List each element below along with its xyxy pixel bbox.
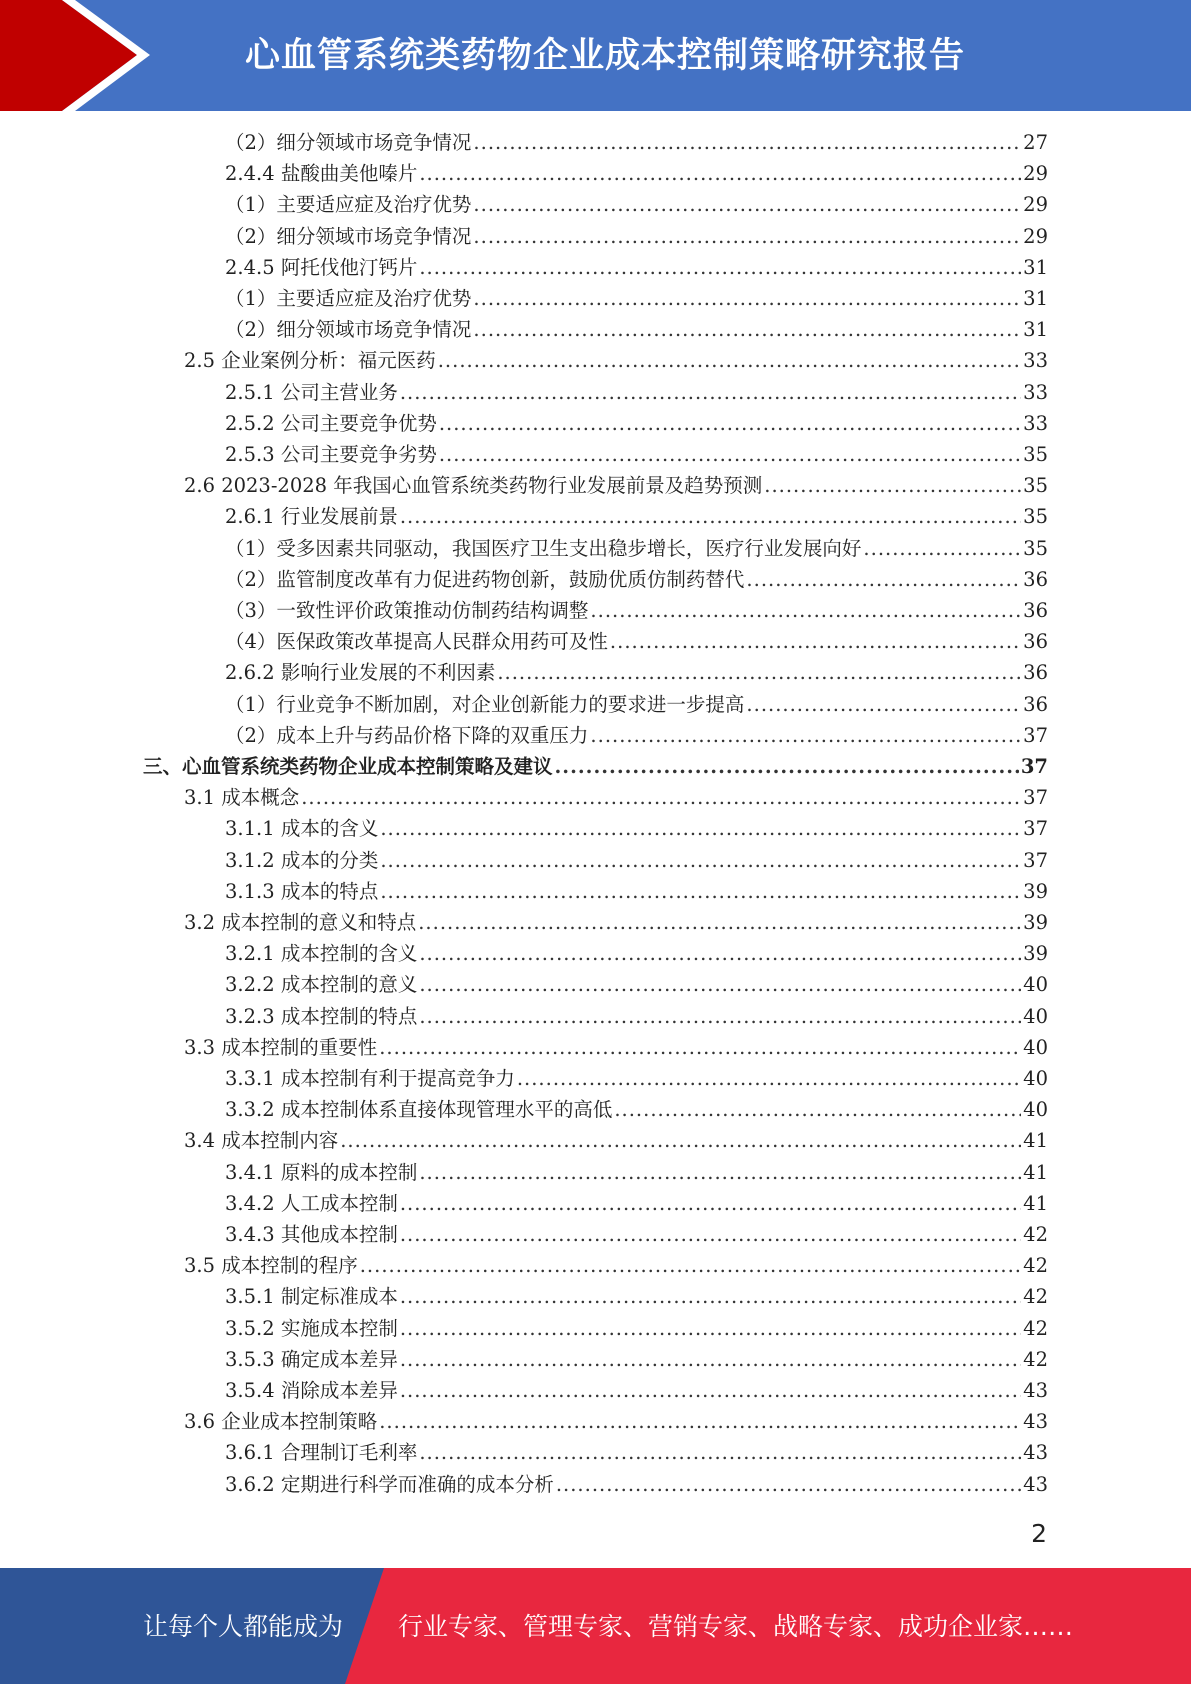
toc-entry[interactable] [184,1250,1048,1281]
toc-entry-title: 3.6 企业成本控制策略 [184,1410,378,1433]
toc-dot-leader [439,408,1021,439]
toc-dot-leader [556,1469,1021,1500]
toc-entry-title: 3.3 成本控制的重要性 [184,1036,378,1059]
toc-entry[interactable] [225,845,1048,876]
toc-entry-page: 36 [1023,630,1048,653]
toc-entry-title: （4）医保政策改革提高人民群众用药可及性 [225,630,608,653]
toc-entry-page: 40 [1023,973,1048,996]
toc-entry-title: 三、心血管系统类药物企业成本控制策略及建议 [143,755,553,778]
toc-entry[interactable] [225,1469,1048,1500]
toc-entry-page: 42 [1023,1223,1048,1246]
toc-entry-page: 43 [1023,1441,1048,1464]
header-chevron-icon [0,0,160,111]
toc-entry-title: 2.5.2 公司主要竞争优势 [225,412,437,435]
toc-entry[interactable] [225,127,1048,158]
footer-slogan-right: 行业专家、管理专家、营销专家、战略专家、成功企业家…… [398,1612,1074,1641]
toc-entry-title: 3.5.1 制定标准成本 [225,1285,398,1308]
toc-dot-leader [400,1219,1021,1250]
toc-entry[interactable] [225,938,1048,969]
toc-entry-page: 29 [1023,225,1048,248]
toc-entry-title: 2.4.5 阿托伐他汀钙片 [225,256,418,279]
toc-entry[interactable] [184,782,1048,813]
toc-entry[interactable] [225,439,1048,470]
toc-dot-leader [380,813,1021,844]
toc-dot-leader [379,1406,1021,1437]
toc-entry-title: （2）细分领域市场竞争情况 [225,318,472,341]
toc-dot-leader [517,1063,1021,1094]
toc-entry-page: 36 [1023,661,1048,684]
toc-entry[interactable] [225,813,1048,844]
toc-entry[interactable] [225,1094,1048,1125]
toc-entry[interactable] [225,501,1048,532]
toc-entry[interactable] [225,189,1048,220]
toc-dot-leader [614,1094,1021,1125]
report-title: 心血管系统类药物企业成本控制策略研究报告 [245,36,966,76]
toc-entry-page: 33 [1023,412,1048,435]
toc-entry[interactable] [225,533,1048,564]
toc-dot-leader [419,158,1021,189]
toc-entry[interactable] [225,1063,1048,1094]
toc-entry[interactable] [225,283,1048,314]
toc-entry-title: 2.6.1 行业发展前景 [225,505,398,528]
toc-entry-page: 42 [1023,1254,1048,1277]
toc-entry-title: 3.6.1 合理制订毛利率 [225,1441,418,1464]
toc-entry[interactable] [225,1281,1048,1312]
toc-entry-page: 33 [1023,381,1048,404]
toc-dot-leader [746,689,1021,720]
toc-entry[interactable] [225,595,1048,626]
toc-entry-title: 3.4 成本控制内容 [184,1129,339,1152]
toc-entry[interactable] [225,314,1048,345]
toc-entry-page: 41 [1023,1161,1048,1184]
toc-dot-leader [764,470,1021,501]
toc-entry-page: 36 [1023,693,1048,716]
toc-entry[interactable] [225,252,1048,283]
toc-entry-title: 3.2 成本控制的意义和特点 [184,911,417,934]
footer-slogan-left: 让每个人都能成为 [143,1612,344,1641]
toc-entry-page: 42 [1023,1348,1048,1371]
toc-entry-page: 39 [1023,911,1048,934]
toc-dot-leader [400,1188,1021,1219]
toc-entry-title: 3.4.3 其他成本控制 [225,1223,398,1246]
toc-entry[interactable] [225,1344,1048,1375]
toc-entry-title: 3.3.1 成本控制有利于提高竞争力 [225,1067,515,1090]
toc-entry-page: 37 [1023,786,1048,809]
toc-dot-leader [360,1250,1021,1281]
toc-entry-page: 42 [1023,1285,1048,1308]
toc-dot-leader [340,1125,1021,1156]
toc-entry-page: 31 [1023,256,1048,279]
toc-entry[interactable] [184,345,1048,376]
toc-entry[interactable] [225,720,1048,751]
toc-dot-leader [380,845,1021,876]
toc-entry[interactable] [225,158,1048,189]
toc-entry-page: 40 [1023,1036,1048,1059]
toc-dot-leader [473,189,1021,220]
toc-entry-title: 3.2.1 成本控制的含义 [225,942,418,965]
toc-entry-title: （2）细分领域市场竞争情况 [225,225,472,248]
toc-entry-page: 37 [1023,817,1048,840]
toc-entry-page: 35 [1023,474,1048,497]
toc-entry-title: 3.1 成本概念 [184,786,300,809]
toc-entry-title: （1）行业竞争不断加剧，对企业创新能力的要求进一步提高 [225,693,745,716]
toc-entry[interactable] [225,689,1048,720]
toc-entry-title: （1）受多因素共同驱动，我国医疗卫生支出稳步增长，医疗行业发展向好 [225,537,862,560]
toc-entry[interactable] [225,221,1048,252]
toc-entry-title: （1）主要适应症及治疗优势 [225,193,472,216]
toc-dot-leader [473,127,1021,158]
toc-entry-title: 3.3.2 成本控制体系直接体现管理水平的高低 [225,1098,613,1121]
toc-dot-leader [380,876,1021,907]
toc-entry[interactable] [225,1437,1048,1468]
toc-dot-leader [400,1375,1021,1406]
toc-entry-title: （1）主要适应症及治疗优势 [225,287,472,310]
toc-entry-page: 40 [1023,1067,1048,1090]
toc-entry-title: 3.2.3 成本控制的特点 [225,1005,418,1028]
toc-entry[interactable] [225,657,1048,688]
toc-dot-leader [400,1281,1021,1312]
toc-entry-title: 3.1.3 成本的特点 [225,880,379,903]
toc-dot-leader [610,626,1021,657]
toc-entry[interactable] [225,876,1048,907]
toc-dot-leader [863,533,1021,564]
toc-entry-title: 3.1.1 成本的含义 [225,817,379,840]
toc-entry-title: 3.1.2 成本的分类 [225,849,379,872]
toc-entry[interactable] [225,626,1048,657]
toc-entry-title: （2）监管制度改革有力促进药物创新，鼓励优质仿制药替代 [225,568,745,591]
page-footer [0,1568,1191,1684]
toc-entry-title: （2）细分领域市场竞争情况 [225,131,472,154]
toc-entry-title: 3.4.2 人工成本控制 [225,1192,398,1215]
toc-entry-title: （2）成本上升与药品价格下降的双重压力 [225,724,589,747]
toc-entry-page: 29 [1023,193,1048,216]
toc-entry-title: 3.6.2 定期进行科学而准确的成本分析 [225,1473,554,1496]
toc-dot-leader [400,501,1021,532]
toc-dot-leader [497,657,1021,688]
toc-entry-page: 40 [1023,1005,1048,1028]
toc-entry-page: 39 [1023,880,1048,903]
page-number: 2 [1031,1519,1047,1548]
toc-entry-page: 35 [1023,443,1048,466]
toc-entry[interactable] [225,1188,1048,1219]
toc-dot-leader [473,314,1021,345]
toc-entry-page: 31 [1023,318,1048,341]
toc-entry-title: （3）一致性评价政策推动仿制药结构调整 [225,599,589,622]
toc-entry-page: 43 [1023,1473,1048,1496]
toc-dot-leader [400,1344,1021,1375]
toc-entry-title: 3.2.2 成本控制的意义 [225,973,418,996]
toc-entry-title: 2.5.1 公司主营业务 [225,381,398,404]
toc-dot-leader [418,907,1021,938]
toc-entry[interactable] [184,1406,1048,1437]
toc-entry-page: 37 [1023,724,1048,747]
toc-dot-leader [555,751,1019,782]
toc-entry-title: 2.5 企业案例分析：福元医药 [184,349,436,372]
toc-dot-leader [590,720,1021,751]
toc-entry-page: 41 [1023,1129,1048,1152]
toc-entry-title: 3.5 成本控制的程序 [184,1254,358,1277]
toc-dot-leader [439,439,1021,470]
toc-entry-page: 36 [1023,568,1048,591]
toc-entry-page: 39 [1023,942,1048,965]
toc-dot-leader [590,595,1021,626]
toc-dot-leader [419,938,1021,969]
toc-entry-title: 2.6.2 影响行业发展的不利因素 [225,661,496,684]
toc-dot-leader [419,969,1021,1000]
toc-dot-leader [473,221,1021,252]
toc-dot-leader [379,1032,1021,1063]
toc-entry-title: 3.5.3 确定成本差异 [225,1348,398,1371]
toc-entry-title: 2.5.3 公司主要竞争劣势 [225,443,437,466]
toc-entry-page: 36 [1023,599,1048,622]
toc-entry-page: 29 [1023,162,1048,185]
toc-dot-leader [419,1437,1021,1468]
toc-entry-title: 2.6 2023-2028 年我国心血管系统类药物行业发展前景及趋势预测 [184,474,763,497]
toc-entry-page: 37 [1020,755,1048,778]
toc-entry-title: 3.5.2 实施成本控制 [225,1317,398,1340]
toc-entry[interactable] [143,751,1048,782]
toc-entry[interactable] [225,1375,1048,1406]
toc-entry[interactable] [184,1032,1048,1063]
toc-dot-leader [301,782,1021,813]
toc-entry[interactable] [225,564,1048,595]
toc-dot-leader [419,1157,1021,1188]
toc-entry-title: 3.4.1 原料的成本控制 [225,1161,418,1184]
toc-dot-leader [400,1313,1021,1344]
toc-entry[interactable] [184,907,1048,938]
toc-entry-page: 35 [1023,537,1048,560]
toc-dot-leader [419,1001,1021,1032]
toc-dot-leader [438,345,1021,376]
toc-entry-page: 42 [1023,1317,1048,1340]
toc-dot-leader [419,252,1021,283]
toc-entry[interactable] [225,1157,1048,1188]
toc-entry-page: 33 [1023,349,1048,372]
toc-entry[interactable] [225,969,1048,1000]
toc-entry[interactable] [225,377,1048,408]
page-header [0,0,1191,111]
toc-entry[interactable] [225,1001,1048,1032]
toc-dot-leader [473,283,1021,314]
toc-entry-page: 35 [1023,505,1048,528]
toc-entry-title: 2.4.4 盐酸曲美他嗪片 [225,162,418,185]
toc-dot-leader [746,564,1021,595]
toc-entry[interactable] [225,408,1048,439]
toc-dot-leader [400,377,1021,408]
toc-entry[interactable] [225,1313,1048,1344]
toc-entry-page: 43 [1023,1379,1048,1402]
toc-entry[interactable] [184,1125,1048,1156]
toc-entry-page: 40 [1023,1098,1048,1121]
toc-entry-page: 31 [1023,287,1048,310]
toc-entry-page: 41 [1023,1192,1048,1215]
toc-entry[interactable] [184,470,1048,501]
toc-entry-page: 27 [1023,131,1048,154]
toc-entry[interactable] [225,1219,1048,1250]
toc-entry-title: 3.5.4 消除成本差异 [225,1379,398,1402]
toc-entry-page: 43 [1023,1410,1048,1433]
toc-entry-page: 37 [1023,849,1048,872]
